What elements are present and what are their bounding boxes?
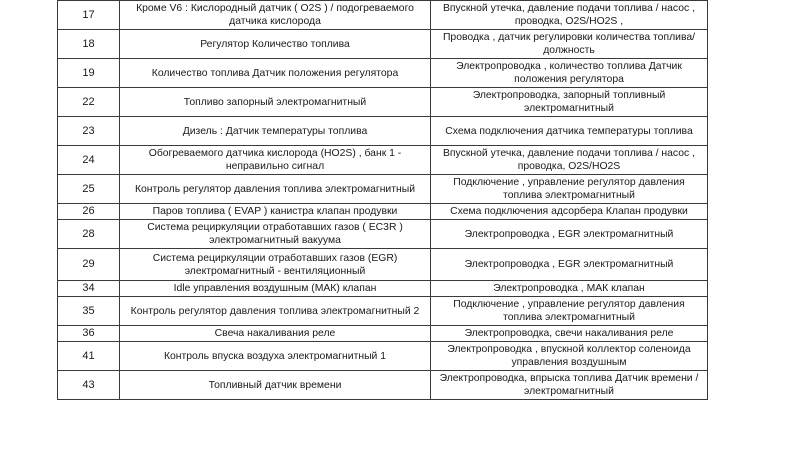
cause-cell: Проводка , датчик регулировки количества топлива/ должность bbox=[431, 30, 708, 59]
code-cell: 35 bbox=[58, 297, 120, 326]
cause-cell: Электропроводка, впрыска топлива Датчик времени / электромагнитный bbox=[431, 371, 708, 400]
description-cell: Обогреваемого датчика кислорода (HO2S) , банк 1 - неправильно сигнал bbox=[120, 146, 431, 175]
code-cell: 26 bbox=[58, 204, 120, 220]
table-row bbox=[58, 297, 708, 326]
table-row bbox=[58, 59, 708, 88]
description-cell: Idle управления воздушным (МАК) клапан bbox=[120, 281, 431, 297]
table-row bbox=[58, 342, 708, 371]
cause-cell: Электропроводка , впускной коллектор соленоида управления воздушным bbox=[431, 342, 708, 371]
table-row bbox=[58, 88, 708, 117]
description-cell: Система рециркуляции отработавших газов ( EC3R ) электромагнитный вакуума bbox=[120, 220, 431, 249]
description-cell: Контроль регулятор давления топлива электромагнитный 2 bbox=[120, 297, 431, 326]
description-cell: Количество топлива Датчик положения регулятора bbox=[120, 59, 431, 88]
table-row bbox=[58, 175, 708, 204]
description-cell: Контроль впуска воздуха электромагнитный 1 bbox=[120, 342, 431, 371]
code-cell: 17 bbox=[58, 1, 120, 30]
cause-cell: Схема подключения адсорбера Клапан продувки bbox=[431, 204, 708, 220]
code-cell: 41 bbox=[58, 342, 120, 371]
cause-cell: Электропроводка, запорный топливный электромагнитный bbox=[431, 88, 708, 117]
cause-cell: Впускной утечка, давление подачи топлива / насос , проводка, O2S/HO2S , bbox=[431, 1, 708, 30]
description-cell: Топливный датчик времени bbox=[120, 371, 431, 400]
code-cell: 24 bbox=[58, 146, 120, 175]
fault-codes-table bbox=[57, 0, 708, 400]
cause-cell: Электропроводка , количество топлива Датчик положения регулятора bbox=[431, 59, 708, 88]
table-row bbox=[58, 281, 708, 297]
cause-cell: Электропроводка , EGR электромагнитный bbox=[431, 249, 708, 281]
description-cell: Контроль регулятор давления топлива электромагнитный bbox=[120, 175, 431, 204]
table-row bbox=[58, 146, 708, 175]
code-cell: 25 bbox=[58, 175, 120, 204]
code-cell: 43 bbox=[58, 371, 120, 400]
description-cell: Дизель : Датчик температуры топлива bbox=[120, 117, 431, 146]
description-cell: Регулятор Количество топлива bbox=[120, 30, 431, 59]
table-row bbox=[58, 117, 708, 146]
code-cell: 18 bbox=[58, 30, 120, 59]
cause-cell: Схема подключения датчика температуры топлива bbox=[431, 117, 708, 146]
code-cell: 34 bbox=[58, 281, 120, 297]
description-cell: Кроме V6 : Кислородный датчик ( O2S ) / подогреваемого датчика кислорода bbox=[120, 1, 431, 30]
spreadsheet-area bbox=[57, 0, 707, 400]
cause-cell: Подключение , управление регулятор давления топлива электромагнитный bbox=[431, 175, 708, 204]
cause-cell: Электропроводка , МАК клапан bbox=[431, 281, 708, 297]
table-row bbox=[58, 204, 708, 220]
code-cell: 29 bbox=[58, 249, 120, 281]
description-cell: Система рециркуляции отработавших газов (EGR) электромагнитный - вентиляционный bbox=[120, 249, 431, 281]
description-cell: Свеча накаливания реле bbox=[120, 326, 431, 342]
code-cell: 19 bbox=[58, 59, 120, 88]
cause-cell: Электропроводка, свечи накаливания реле bbox=[431, 326, 708, 342]
cause-cell: Электропроводка , EGR электромагнитный bbox=[431, 220, 708, 249]
table-row bbox=[58, 326, 708, 342]
code-cell: 28 bbox=[58, 220, 120, 249]
code-cell: 23 bbox=[58, 117, 120, 146]
description-cell: Паров топлива ( EVAP ) канистра клапан продувки bbox=[120, 204, 431, 220]
cause-cell: Впускной утечка, давление подачи топлива / насос , проводка, O2S/HO2S bbox=[431, 146, 708, 175]
table-row bbox=[58, 371, 708, 400]
table-row bbox=[58, 220, 708, 249]
code-cell: 22 bbox=[58, 88, 120, 117]
table-row bbox=[58, 249, 708, 281]
table-row bbox=[58, 30, 708, 59]
cause-cell: Подключение , управление регулятор давления топлива электромагнитный bbox=[431, 297, 708, 326]
description-cell: Топливо запорный электромагнитный bbox=[120, 88, 431, 117]
table-row bbox=[58, 1, 708, 30]
code-cell: 36 bbox=[58, 326, 120, 342]
